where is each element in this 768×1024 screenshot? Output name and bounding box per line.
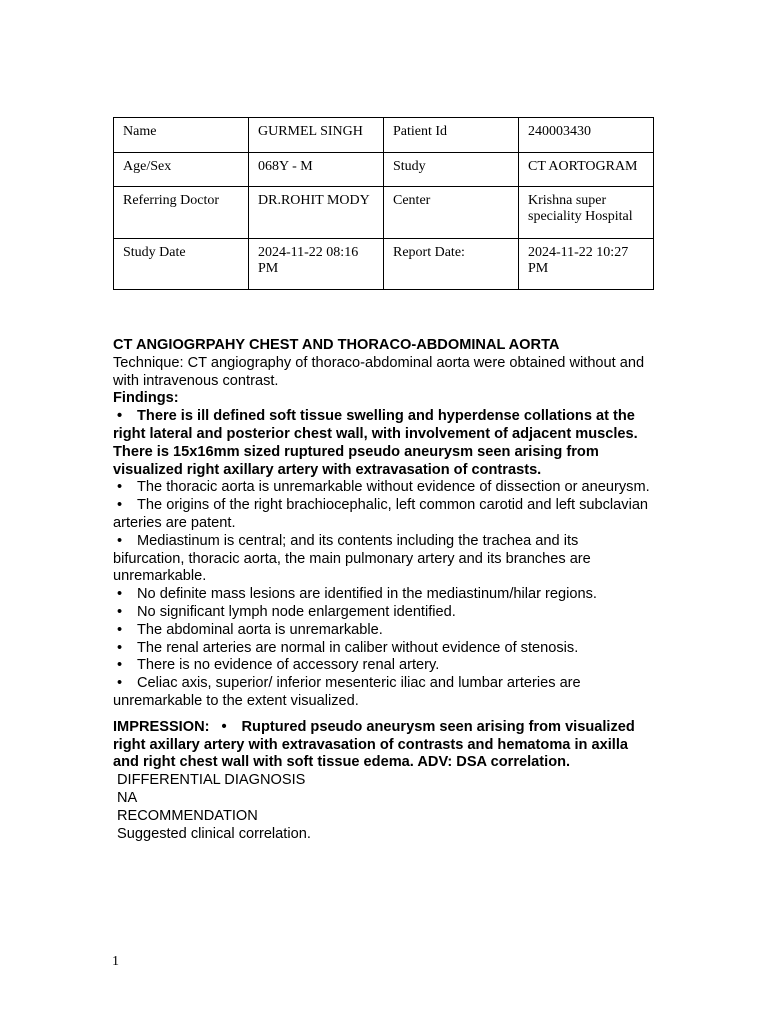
finding-item [113, 479, 653, 497]
finding-text: The thoracic aorta is unremarkable without evidence of dissection or aneurysm. [137, 479, 650, 496]
finding-item [113, 533, 653, 586]
table-cell: Age/Sex [114, 153, 249, 187]
table-cell: Krishna super speciality Hospital [519, 187, 654, 239]
finding-text: There is ill defined soft tissue swelling and hyperdense collations at the right lateral and posterior chest wall, with involvement of adjacent muscles. There is 15x16mm sized ruptured pseudo aneurysm seen arising from visualized right axillary artery with extravasation of contrasts. [113, 408, 638, 478]
finding-item [113, 640, 653, 658]
table-row [114, 239, 654, 290]
table-cell: 2024-11-22 10:27 PM [519, 239, 654, 290]
finding-item [113, 657, 653, 675]
table-cell: Report Date: [384, 239, 519, 290]
finding-text: No definite mass lesions are identified in the mediastinum/hilar regions. [137, 586, 597, 603]
table-cell: Study [384, 153, 519, 187]
finding-text: The origins of the right brachiocephalic, left common carotid and left subclavian arteries are patent. [113, 497, 649, 531]
bullet-icon [113, 657, 137, 673]
findings-heading: Findings: [113, 390, 179, 407]
bullet-icon [113, 675, 137, 691]
table-cell: CT AORTOGRAM [519, 153, 654, 187]
finding-text: No significant lymph node enlargement identified. [137, 603, 456, 620]
differential-heading: DIFFERENTIAL DIAGNOSIS [117, 772, 306, 789]
bullet-icon [113, 604, 137, 620]
table-cell: Patient Id [384, 118, 519, 153]
table-cell: 2024-11-22 08:16 PM [249, 239, 384, 290]
table-cell: DR.ROHIT MODY [249, 187, 384, 239]
bullet-icon [113, 497, 137, 513]
table-cell: Name [114, 118, 249, 153]
finding-text: The abdominal aorta is unremarkable. [137, 621, 383, 638]
finding-text: Mediastinum is central; and its contents including the trachea and its bifurcation, thoracic aorta, the main pulmonary artery and its branches are unremarkable. [113, 532, 591, 585]
page-number: 1 [112, 954, 119, 969]
table-row [114, 153, 654, 187]
bullet-icon [113, 586, 137, 602]
technique-text: Technique: CT angiography of thoraco-abdominal aorta were obtained without and with intravenous contrast. [113, 354, 645, 389]
finding-item [113, 408, 653, 479]
bullet-icon [113, 640, 137, 656]
table-cell: 068Y - M [249, 153, 384, 187]
bullet-icon [113, 479, 137, 495]
report-body [113, 337, 653, 843]
table-row [114, 118, 654, 153]
bullet-icon [113, 622, 137, 638]
report-title: CT ANGIOGRPAHY CHEST AND THORACO-ABDOMINAL AORTA [113, 337, 560, 353]
table-cell: Study Date [114, 239, 249, 290]
differential-text: NA [117, 789, 138, 806]
impression [113, 719, 653, 772]
finding-text: Celiac axis, superior/ inferior mesenteric iliac and lumbar arteries are unremarkable to the extent visualized. [113, 675, 581, 709]
recommendation-text: Suggested clinical correlation. [117, 825, 311, 842]
impression-label: IMPRESSION: [113, 718, 210, 735]
bullet-icon [210, 719, 242, 735]
finding-item [113, 604, 653, 622]
finding-item [113, 622, 653, 640]
finding-text: The renal arteries are normal in caliber without evidence of stenosis. [137, 639, 579, 656]
impression-text: Ruptured pseudo aneurysm seen arising from visualized right axillary artery with extravasation of contrasts and hematoma in axilla and right chest wall with soft tissue edema. ADV: DSA correlation. [113, 718, 635, 771]
table-cell: GURMEL SINGH [249, 118, 384, 153]
finding-item [113, 675, 653, 711]
table-row [114, 187, 654, 239]
table-cell: Referring Doctor [114, 187, 249, 239]
finding-item [113, 586, 653, 604]
table-cell: 240003430 [519, 118, 654, 153]
finding-text: There is no evidence of accessory renal artery. [137, 657, 440, 674]
table-cell: Center [384, 187, 519, 239]
bullet-icon [113, 533, 137, 549]
patient-info-table [113, 117, 654, 290]
bullet-icon [113, 408, 137, 424]
recommendation-heading: RECOMMENDATION [117, 807, 258, 824]
finding-item [113, 497, 653, 533]
